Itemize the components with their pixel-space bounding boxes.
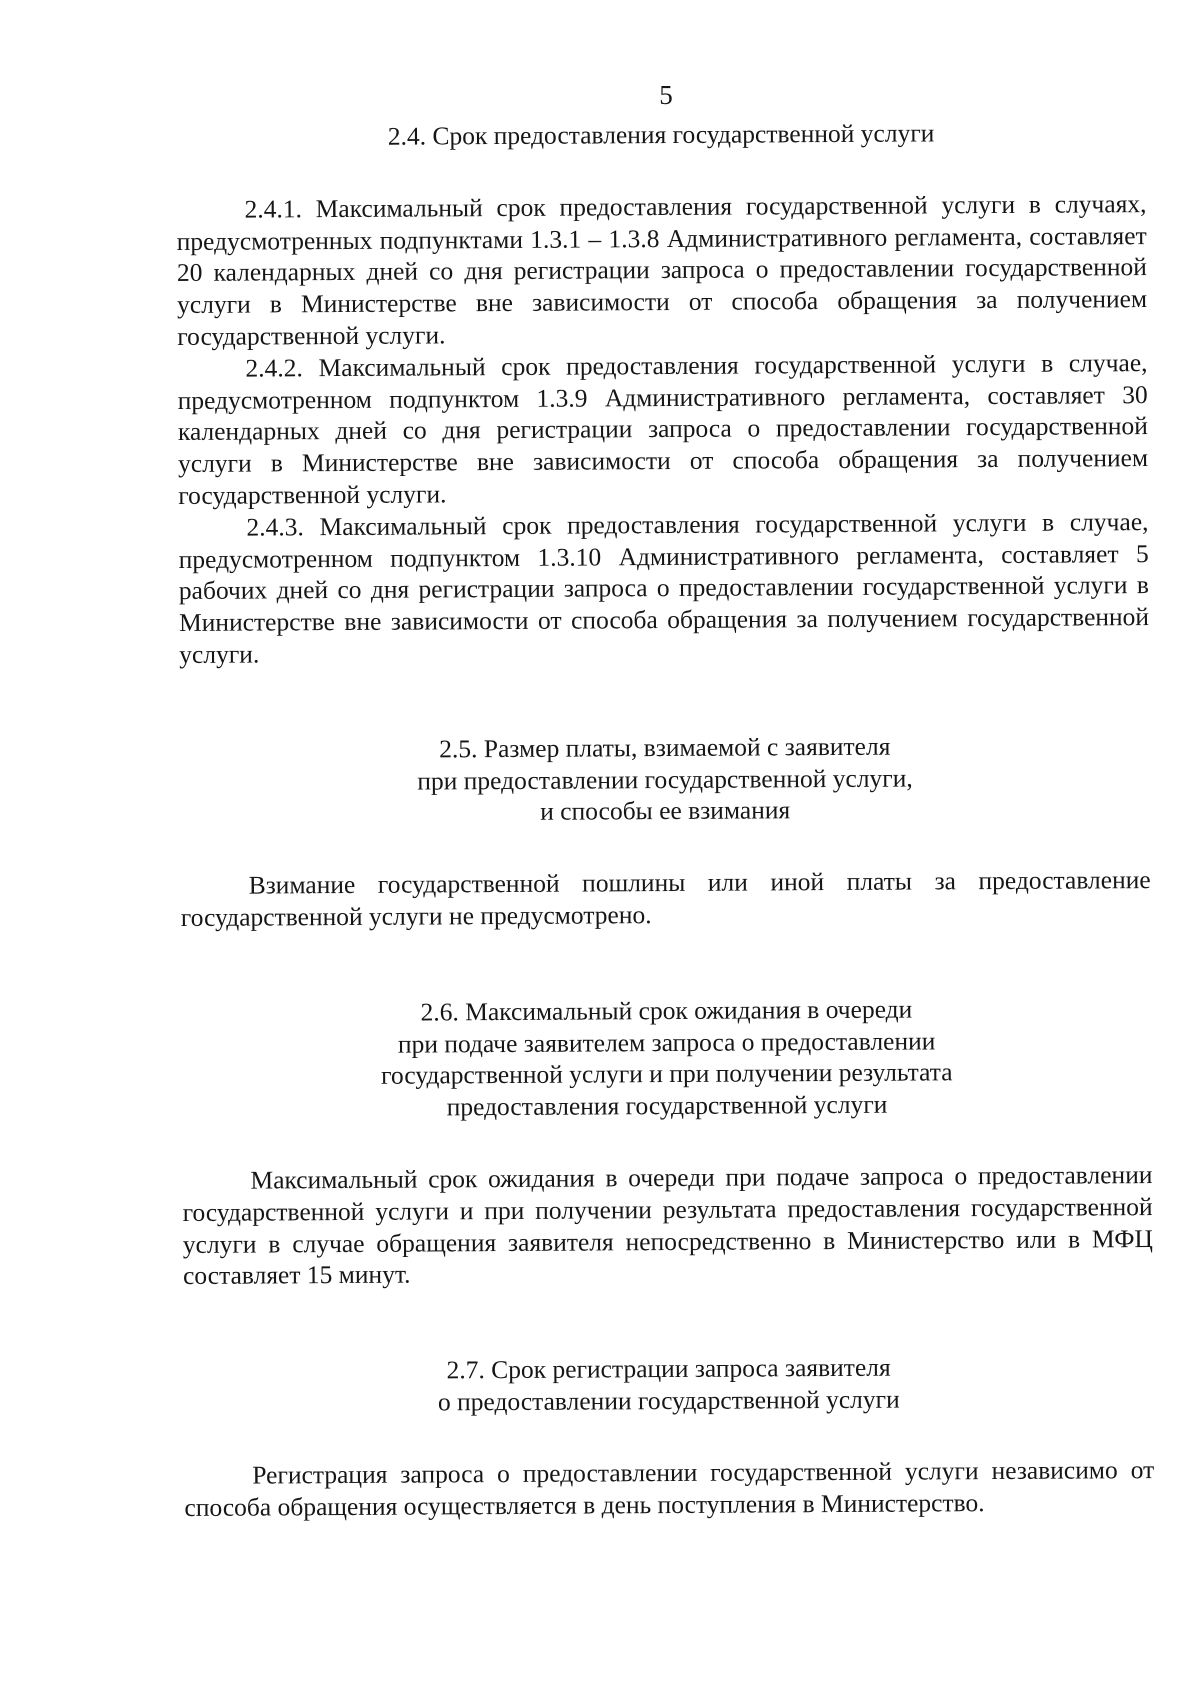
section-2-5-title-line-2: при предоставлении государственной услуги, [417, 763, 913, 796]
section-2-4 [176, 116, 1149, 671]
spacer [181, 928, 1151, 998]
section-2-6-title-line-3: государственной услуги и при получении результата [381, 1057, 953, 1091]
section-2-5-title-line-1: 2.5. Размер платы, взимаемой с заявителя [439, 731, 891, 764]
section-2-7-title-line-1: 2.7. Срок регистрации запроса заявителя [446, 1352, 891, 1385]
paragraph-2-4-1: 2.4.1. Максимальный срок предоставления государственной услуги в случаях, предусмотренных подпунктами 1.3.1 – 1.3.8 Административного регламента, составляет 20 календарных дней со дня регистрации запроса о предоставлении государственной услуги в Министерстве вне зависимости от способа обращения за получением государственной услуги. [176, 188, 1148, 351]
section-2-6-title [181, 992, 1152, 1125]
section-2-6-title-line-1: 2.6. Максимальный срок ожидания в очереди [420, 994, 913, 1027]
page-number: 5 [659, 80, 673, 110]
section-2-5-title [180, 729, 1151, 830]
paragraph-2-7: Регистрация запроса о предоставлении государственной услуги независимо от способа обращения осуществляется в день поступления в Министерство. [184, 1454, 1155, 1522]
paragraph-2-5: Взимание государственной пошлины или иной платы за предоставление государственной услуги не предусмотрено. [180, 865, 1151, 932]
section-2-7 [184, 1350, 1155, 1523]
spacer [182, 1119, 1152, 1165]
section-2-6 [181, 992, 1153, 1292]
paragraph-2-4-2: 2.4.2. Максимальный срок предоставления государственной услуги в случае, предусмотренном подпунктом 1.3.9 Административного регламента, составляет 30 календарных дней со дня регистрации запроса о предоставлении государственной услуги в Министерстве вне зависимости от способа обращения за получением государственной услуги. [177, 347, 1149, 510]
section-2-6-title-line-4: предоставления государственной услуги [446, 1089, 888, 1122]
paragraph-2-6: Максимальный срок ожидания в очереди при подаче запроса о предоставлении государственной услуги и при получении результата предоставления государственной услуги в случае обращения заявителя непосредственно в Министерство или в МФЦ составляет 15 минут. [182, 1159, 1153, 1291]
section-2-7-title [184, 1350, 1154, 1420]
spacer [179, 665, 1149, 735]
section-2-4-title: 2.4. Срок предоставления государственной услуги [387, 118, 935, 151]
spacer [176, 148, 1146, 194]
document-body [176, 116, 1155, 1523]
spacer [183, 1286, 1153, 1356]
section-2-5-title-line-3: и способы ее взимания [540, 795, 791, 827]
spacer [180, 824, 1150, 870]
spacer [184, 1414, 1154, 1460]
section-2-7-title-line-2: о предоставлении государственной услуги [437, 1384, 900, 1417]
section-2-6-title-line-2: при подаче заявителем запроса о предоставлении [397, 1025, 936, 1059]
section-2-5 [180, 729, 1151, 934]
paragraph-2-4-3: 2.4.3. Максимальный срок предоставления государственной услуги в случае, предусмотренном подпунктом 1.3.10 Административного регламента, составляет 5 рабочих дней со дня регистрации запроса о предоставлении государственной услуги в Министерстве вне зависимости от способа обращения за получением государственной услуги. [178, 506, 1150, 669]
